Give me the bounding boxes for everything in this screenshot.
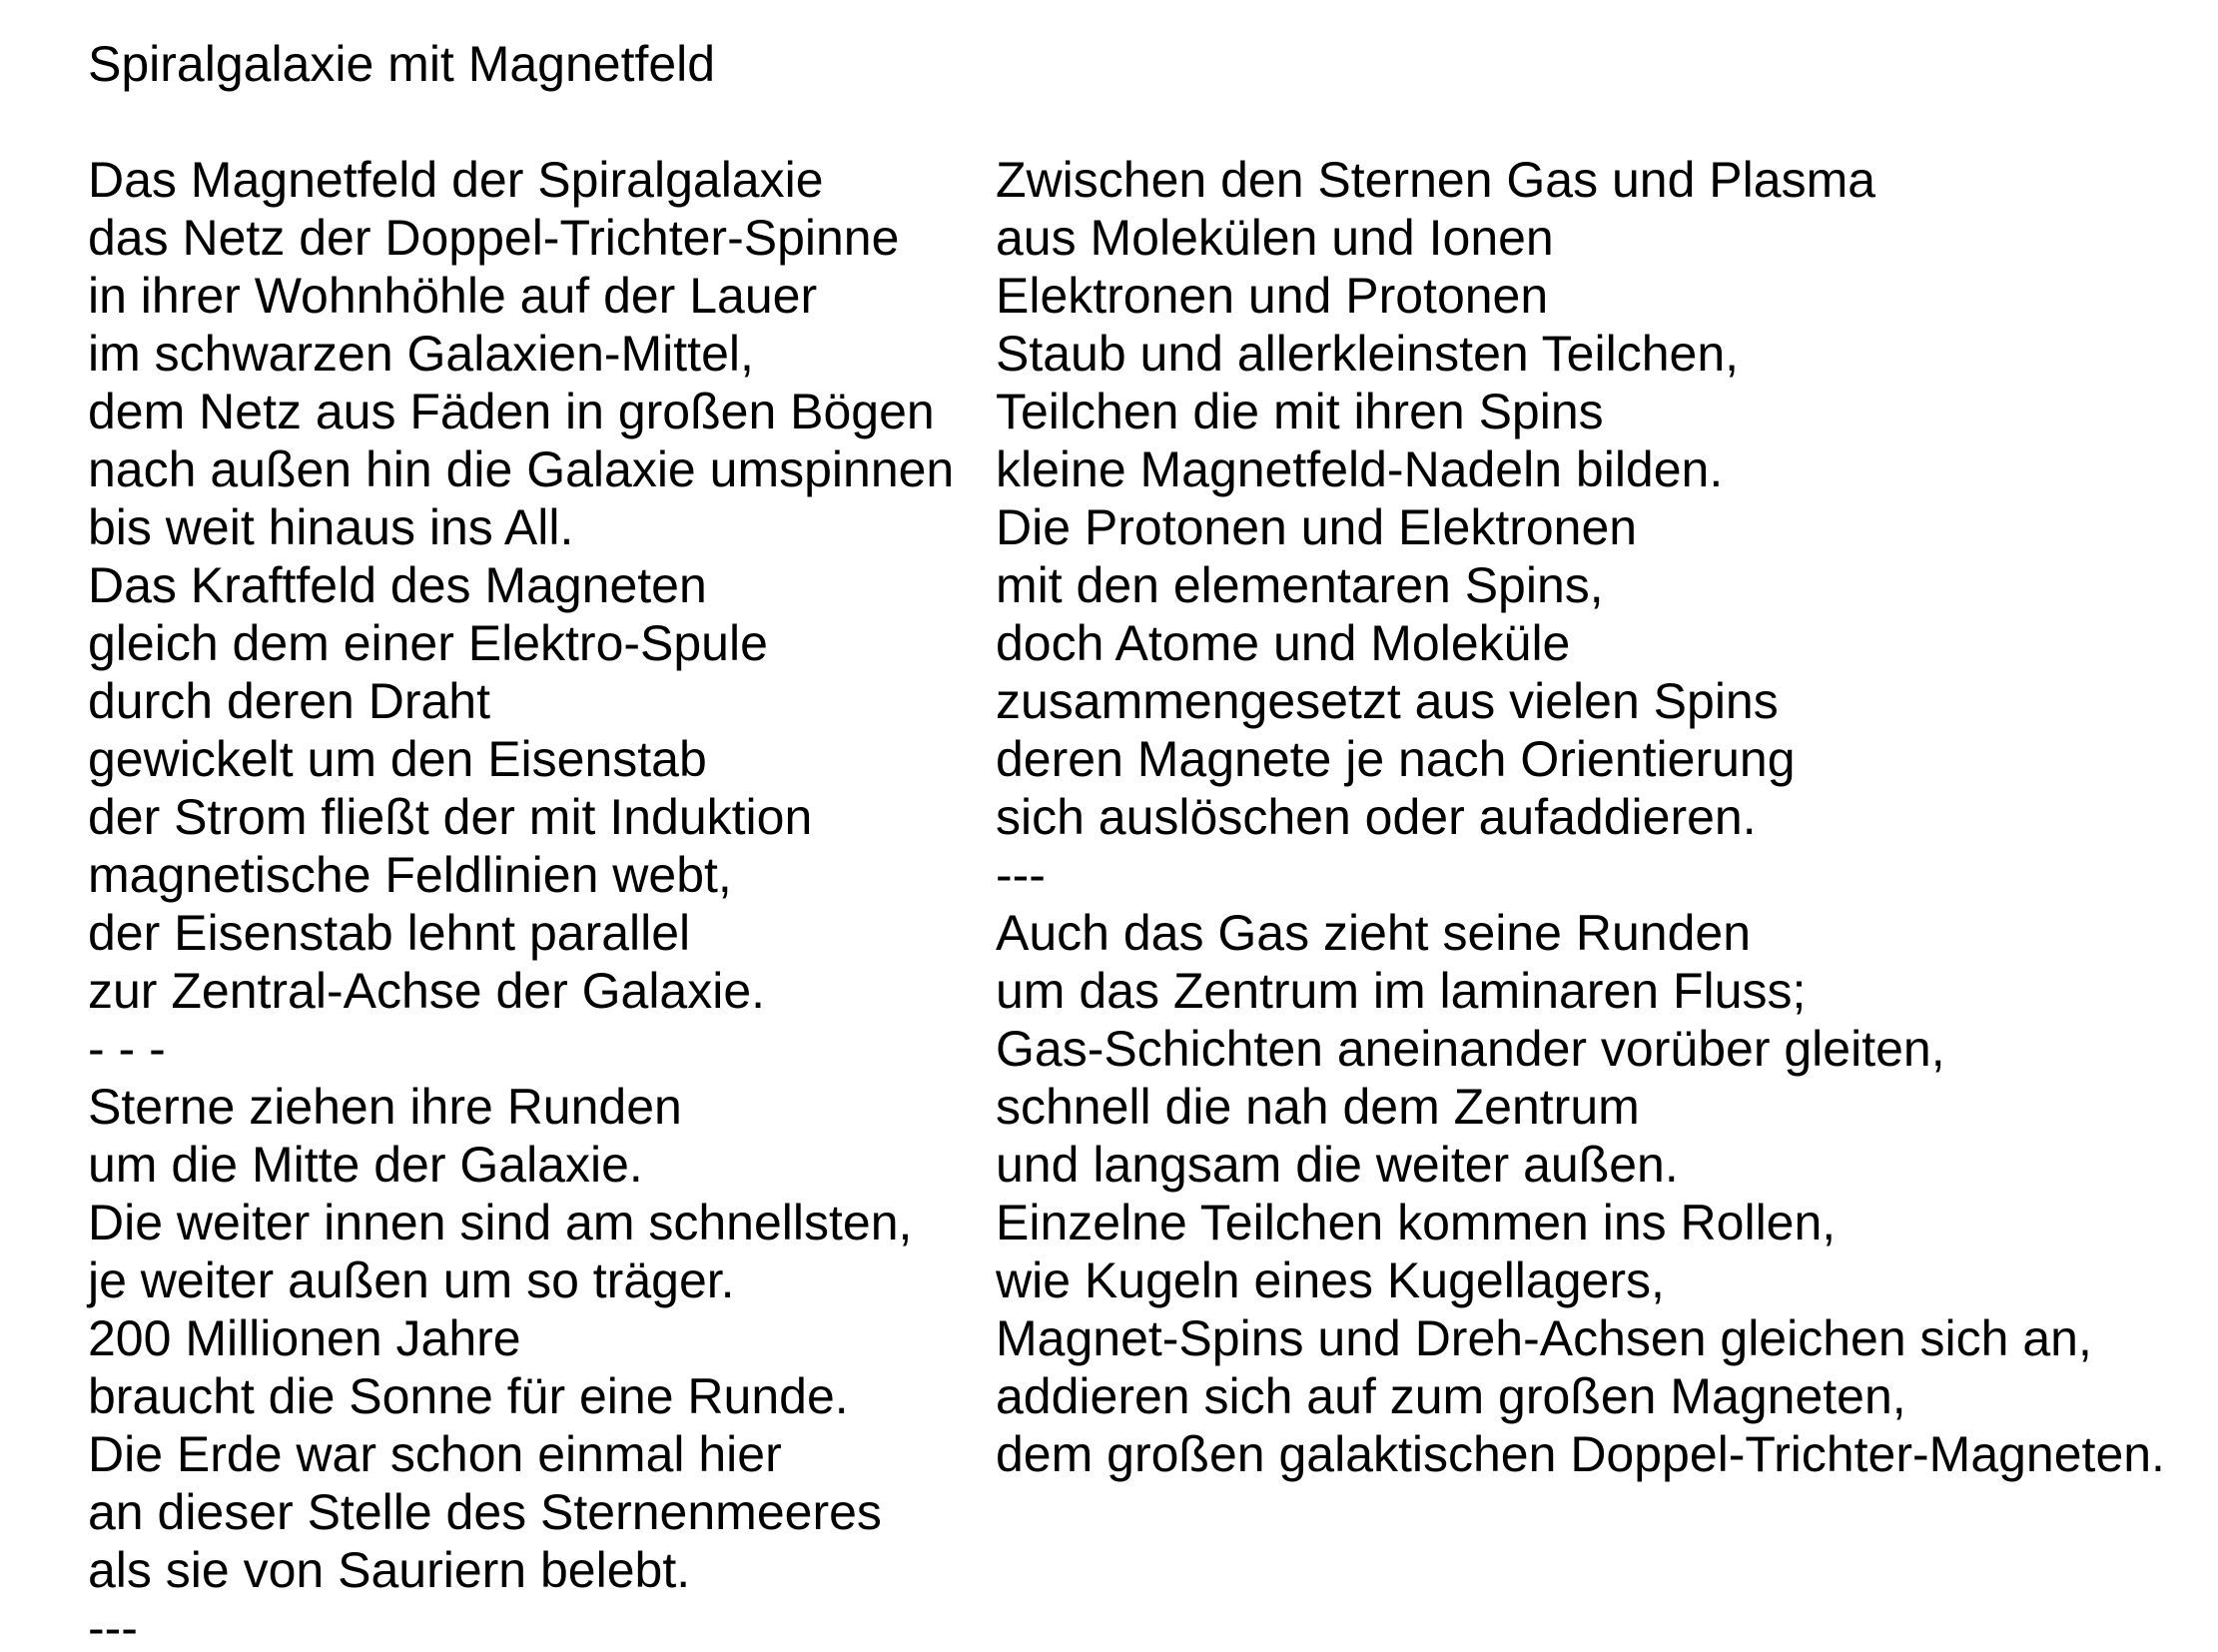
poem-line: --- (996, 847, 1046, 903)
poem-line: Magnet-Spins und Dreh-Achsen gleichen sich an, (996, 1310, 2092, 1366)
poem-line: bis weit hinaus ins All. (88, 499, 574, 555)
poem-line: durch deren Draht (88, 673, 491, 729)
poem-line: schnell die nah dem Zentrum (996, 1079, 1640, 1135)
poem-line: gewickelt um den Eisenstab (88, 731, 707, 787)
poem-line: wie Kugeln eines Kugellagers, (996, 1252, 1665, 1308)
poem-line: als sie von Sauriern belebt. (88, 1542, 691, 1598)
poem-line: Das Kraftfeld des Magneten (88, 557, 707, 613)
poem-columns (88, 151, 2218, 1652)
poem-line: um die Mitte der Galaxie. (88, 1137, 643, 1193)
poem-line: und langsam die weiter außen. (996, 1137, 1679, 1193)
poem-line: - - - (88, 1021, 166, 1077)
poem-line: das Netz der Doppel-Trichter-Spinne (88, 210, 900, 266)
poem-line: der Eisenstab lehnt parallel (88, 905, 691, 961)
poem-line: Staub und allerkleinsten Teilchen, (996, 326, 1740, 382)
poem-line: Das Magnetfeld der Spiralgalaxie (88, 152, 824, 208)
poem-line: Auch das Gas zieht seine Runden (996, 905, 1752, 961)
poem-line: Zwischen den Sternen Gas und Plasma (996, 152, 1876, 208)
poem-line: Die Erde war schon einmal hier (88, 1426, 782, 1482)
page-title: Spiralgalaxie mit Magnetfeld (88, 36, 716, 92)
left-column (88, 151, 996, 1652)
poem-line: magnetische Feldlinien webt, (88, 847, 732, 903)
poem-line: braucht die Sonne für eine Runde. (88, 1368, 849, 1424)
poem-line: doch Atome und Moleküle (996, 615, 1571, 671)
poem-line: im schwarzen Galaxien-Mittel, (88, 326, 754, 382)
poem-line: --- (88, 1600, 138, 1652)
poem-line: Einzelne Teilchen kommen ins Rollen, (996, 1195, 1837, 1250)
poem-line: Gas-Schichten aneinander vorüber gleiten, (996, 1021, 1945, 1077)
poem-line: sich auslöschen oder aufaddieren. (996, 789, 1757, 845)
poem-line: 200 Millionen Jahre (88, 1310, 521, 1366)
poem-line: kleine Magnetfeld-Nadeln bilden. (996, 441, 1724, 497)
blank-line (88, 93, 2218, 151)
poem-line: an dieser Stelle des Sternenmeeres (88, 1484, 882, 1540)
poem-line: in ihrer Wohnhöhle auf der Lauer (88, 268, 818, 324)
poem-line: dem Netz aus Fäden in großen Bögen (88, 384, 935, 439)
poem-line: je weiter außen um so träger. (88, 1252, 735, 1308)
poem-line: deren Magnete je nach Orientierung (996, 731, 1796, 787)
poem-line: Die Protonen und Elektronen (996, 499, 1638, 555)
poem-line: Die weiter innen sind am schnellsten, (88, 1195, 913, 1250)
poem-line: gleich dem einer Elektro-Spule (88, 615, 768, 671)
poem-line: um das Zentrum im laminaren Fluss; (996, 963, 1807, 1019)
poem-line: aus Molekülen und Ionen (996, 210, 1554, 266)
poem-line: dem großen galaktischen Doppel-Trichter-Magneten. (996, 1426, 2165, 1482)
poem-line: mit den elementaren Spins, (996, 557, 1604, 613)
poem-line: der Strom fließt der mit Induktion (88, 789, 813, 845)
poem-line: nach außen hin die Galaxie umspinnen (88, 441, 955, 497)
poem-line: zur Zentral-Achse der Galaxie. (88, 963, 766, 1019)
poem-line: Elektronen und Protonen (996, 268, 1549, 324)
poem-line: Sterne ziehen ihre Runden (88, 1079, 682, 1135)
poem-line: zusammengesetzt aus vielen Spins (996, 673, 1779, 729)
poem-line: addieren sich auf zum großen Magneten, (996, 1368, 1906, 1424)
right-column (996, 151, 2218, 1483)
poem-line: Teilchen die mit ihren Spins (996, 384, 1604, 439)
